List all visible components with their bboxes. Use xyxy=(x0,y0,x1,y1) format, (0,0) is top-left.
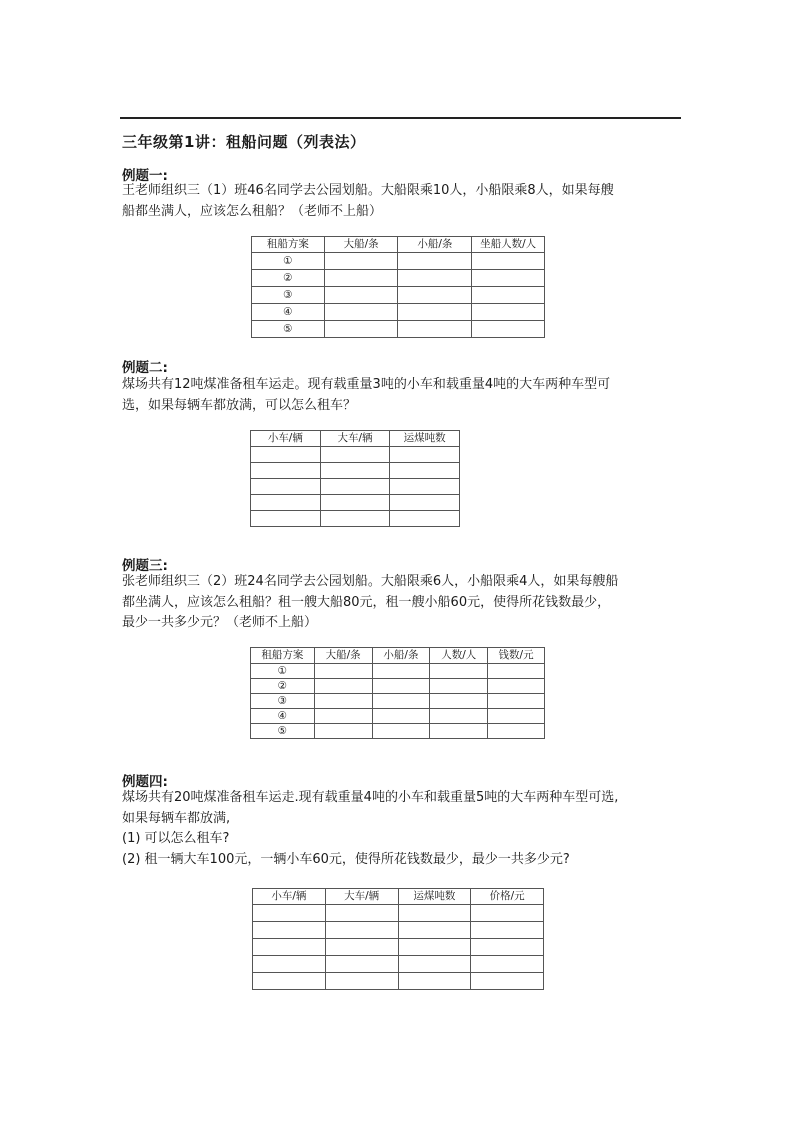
example-2-text xyxy=(122,375,682,416)
plan-number: ③ xyxy=(252,287,325,304)
table-header-row xyxy=(252,237,545,253)
example-2-line: 煤场共有12吨煤准备租车运走。现有载重量3吨的小车和载重量4吨的大车两种车型可 xyxy=(122,377,611,392)
column-header: 运煤吨数 xyxy=(398,889,471,905)
answer-cell[interactable] xyxy=(430,694,488,709)
answer-cell[interactable] xyxy=(472,304,545,321)
table-row xyxy=(253,939,544,956)
answer-cell[interactable] xyxy=(324,287,398,304)
table-row xyxy=(251,447,460,463)
answer-cell[interactable] xyxy=(251,463,321,479)
column-header: 人数/人 xyxy=(430,648,488,664)
answer-cell[interactable] xyxy=(390,463,460,479)
example-2-heading: 例题二: xyxy=(122,360,168,376)
example-3-text xyxy=(122,572,682,634)
answer-cell[interactable] xyxy=(488,709,545,724)
example-2-table xyxy=(250,430,460,527)
answer-cell[interactable] xyxy=(488,664,545,679)
column-header: 小船/条 xyxy=(372,648,430,664)
plan-number: ⑤ xyxy=(251,724,315,739)
answer-cell[interactable] xyxy=(325,956,398,973)
answer-cell[interactable] xyxy=(488,694,545,709)
answer-cell[interactable] xyxy=(472,287,545,304)
column-header: 运煤吨数 xyxy=(390,431,460,447)
column-header: 钱数/元 xyxy=(488,648,545,664)
answer-cell[interactable] xyxy=(324,321,398,338)
answer-cell[interactable] xyxy=(251,511,321,527)
answer-cell[interactable] xyxy=(390,495,460,511)
answer-cell[interactable] xyxy=(372,694,430,709)
column-header: 坐船人数/人 xyxy=(472,237,545,253)
table-row xyxy=(253,922,544,939)
example-4-line: 如果每辆车都放满, xyxy=(122,810,231,826)
example-2-line: 选，如果每辆车都放满，可以怎么租车？ xyxy=(122,397,357,413)
answer-cell[interactable] xyxy=(372,664,430,679)
answer-cell[interactable] xyxy=(251,479,321,495)
example-3-line: 张老师组织三（2）班24名同学去公园划船。大船限乘6人，小船限乘4人，如果每艘船 xyxy=(122,574,619,589)
answer-cell[interactable] xyxy=(398,253,472,270)
answer-cell[interactable] xyxy=(398,956,471,973)
column-header: 租船方案 xyxy=(251,648,315,664)
answer-cell[interactable] xyxy=(472,253,545,270)
example-4-line: (2) 租一辆大车100元，一辆小车60元，使得所花钱数最少，最少一共多少元? xyxy=(122,851,570,867)
answer-cell[interactable] xyxy=(314,664,372,679)
table-row xyxy=(252,304,545,321)
column-header: 租船方案 xyxy=(252,237,325,253)
answer-cell[interactable] xyxy=(325,905,398,922)
example-3-line: 最少一共多少元？（老师不上船） xyxy=(122,615,318,630)
column-header: 大船/条 xyxy=(314,648,372,664)
table-row xyxy=(251,479,460,495)
column-header: 小船/条 xyxy=(398,237,472,253)
answer-cell[interactable] xyxy=(320,511,390,527)
table-row xyxy=(252,253,545,270)
answer-cell[interactable] xyxy=(320,495,390,511)
table-header-row xyxy=(253,889,544,905)
answer-cell[interactable] xyxy=(324,253,398,270)
example-1-line: 船都坐满人，应该怎么租船？（老师不上船） xyxy=(122,203,383,219)
answer-cell[interactable] xyxy=(471,922,544,939)
plan-number: ① xyxy=(251,664,315,679)
plan-number: ② xyxy=(252,270,325,287)
answer-cell[interactable] xyxy=(253,973,326,990)
page-title: 三年级第1讲：租船问题（列表法） xyxy=(122,133,366,151)
answer-cell[interactable] xyxy=(472,270,545,287)
plan-number: ④ xyxy=(251,709,315,724)
answer-cell[interactable] xyxy=(325,973,398,990)
table-row xyxy=(251,724,545,739)
answer-cell[interactable] xyxy=(398,905,471,922)
example-1-heading: 例题一: xyxy=(122,168,168,184)
table-header-row xyxy=(251,431,460,447)
answer-cell[interactable] xyxy=(398,939,471,956)
table-row xyxy=(251,679,545,694)
column-header: 大车/辆 xyxy=(325,889,398,905)
answer-cell[interactable] xyxy=(320,479,390,495)
answer-cell[interactable] xyxy=(390,511,460,527)
example-1-line: 王老师组织三（1）班46名同学去公园划船。大船限乘10人，小船限乘8人，如果每艘 xyxy=(122,183,614,198)
plan-number: ① xyxy=(252,253,325,270)
answer-cell[interactable] xyxy=(488,679,545,694)
example-1-text xyxy=(122,181,682,222)
table-row xyxy=(251,463,460,479)
table-row xyxy=(252,270,545,287)
answer-cell[interactable] xyxy=(314,679,372,694)
answer-cell[interactable] xyxy=(253,905,326,922)
answer-cell[interactable] xyxy=(390,479,460,495)
answer-cell[interactable] xyxy=(398,973,471,990)
plan-number: ④ xyxy=(252,304,325,321)
column-header: 价格/元 xyxy=(471,889,544,905)
top-rule xyxy=(120,117,681,119)
answer-cell[interactable] xyxy=(320,463,390,479)
answer-cell[interactable] xyxy=(253,939,326,956)
example-4-line: 煤场共有20吨煤准备租车运走.现有载重量4吨的小车和载重量5吨的大车两种车型可选, xyxy=(122,790,619,805)
answer-cell[interactable] xyxy=(488,724,545,739)
table-row xyxy=(251,709,545,724)
answer-cell[interactable] xyxy=(372,679,430,694)
answer-cell[interactable] xyxy=(324,304,398,321)
plan-number: ③ xyxy=(251,694,315,709)
answer-cell[interactable] xyxy=(430,709,488,724)
column-header: 小车/辆 xyxy=(253,889,326,905)
answer-cell[interactable] xyxy=(471,939,544,956)
answer-cell[interactable] xyxy=(324,270,398,287)
table-row xyxy=(251,694,545,709)
answer-cell[interactable] xyxy=(398,287,472,304)
plan-number: ② xyxy=(251,679,315,694)
table-row xyxy=(252,321,545,338)
answer-cell[interactable] xyxy=(314,724,372,739)
answer-cell[interactable] xyxy=(320,447,390,463)
answer-cell[interactable] xyxy=(398,922,471,939)
example-3-line: 都坐满人，应该怎么租船？租一艘大船80元，租一艘小船60元，使得所花钱数最少， xyxy=(122,594,611,610)
table-row xyxy=(251,495,460,511)
answer-cell[interactable] xyxy=(314,709,372,724)
answer-cell[interactable] xyxy=(471,956,544,973)
table-row xyxy=(253,973,544,990)
answer-cell[interactable] xyxy=(251,447,321,463)
table-row xyxy=(253,956,544,973)
example-3-heading: 例题三: xyxy=(122,558,168,574)
answer-cell[interactable] xyxy=(430,724,488,739)
answer-cell[interactable] xyxy=(314,694,372,709)
table-row xyxy=(252,287,545,304)
answer-cell[interactable] xyxy=(253,922,326,939)
answer-cell[interactable] xyxy=(390,447,460,463)
column-header: 大船/条 xyxy=(324,237,398,253)
answer-cell[interactable] xyxy=(398,304,472,321)
answer-cell[interactable] xyxy=(472,321,545,338)
answer-cell[interactable] xyxy=(398,270,472,287)
answer-cell[interactable] xyxy=(251,495,321,511)
answer-cell[interactable] xyxy=(253,956,326,973)
answer-cell[interactable] xyxy=(471,905,544,922)
answer-cell[interactable] xyxy=(398,321,472,338)
table-row xyxy=(251,664,545,679)
example-4-text xyxy=(122,788,682,870)
column-header: 大车/辆 xyxy=(320,431,390,447)
answer-cell[interactable] xyxy=(372,709,430,724)
example-3-table xyxy=(250,647,545,739)
answer-cell[interactable] xyxy=(430,664,488,679)
table-header-row xyxy=(251,648,545,664)
answer-cell[interactable] xyxy=(372,724,430,739)
plan-number: ⑤ xyxy=(252,321,325,338)
answer-cell[interactable] xyxy=(471,973,544,990)
column-header: 小车/辆 xyxy=(251,431,321,447)
example-4-table xyxy=(252,888,544,990)
example-1-table xyxy=(251,236,545,338)
example-4-line: (1) 可以怎么租车? xyxy=(122,831,230,846)
answer-cell[interactable] xyxy=(325,939,398,956)
table-row xyxy=(251,511,460,527)
answer-cell[interactable] xyxy=(325,922,398,939)
example-4-heading: 例题四: xyxy=(122,774,168,790)
table-row xyxy=(253,905,544,922)
answer-cell[interactable] xyxy=(430,679,488,694)
